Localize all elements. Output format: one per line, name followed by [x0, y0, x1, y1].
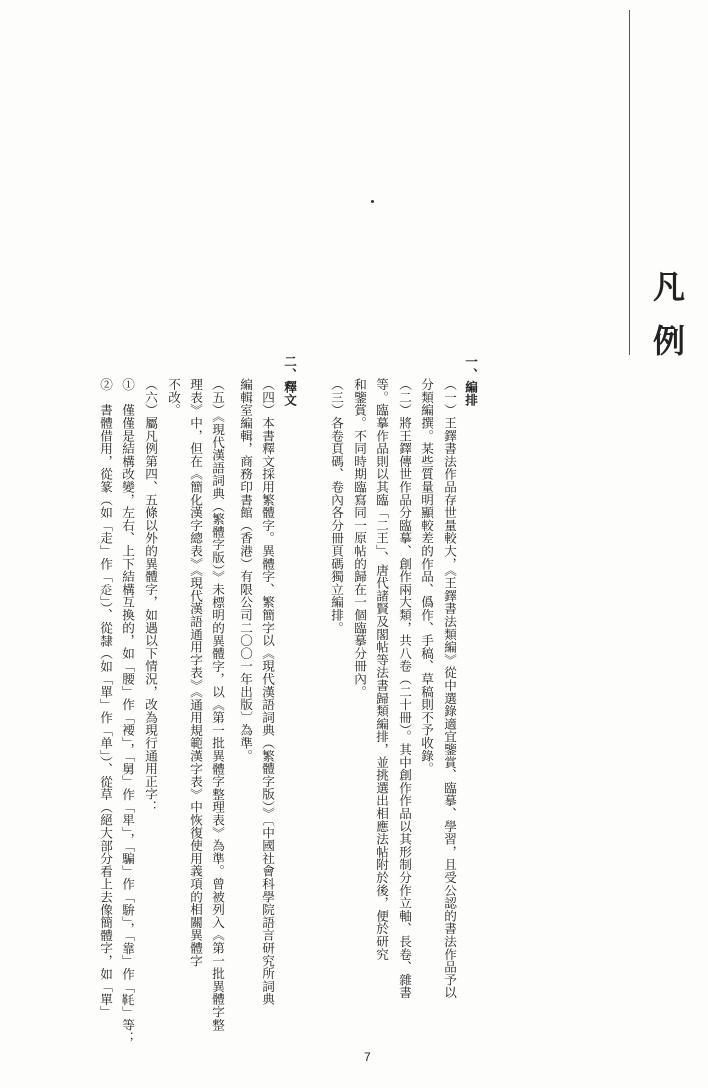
text-column: 不改。 [166, 378, 181, 417]
section-heading-2: 二、釋文 [282, 355, 297, 407]
text-column: （四）本書釋文採用繁體字。異體字、繁簡字以《現代漢語詞典（繁體字版）》〔中國社會科學院語言研究所詞典 [260, 378, 275, 1006]
text-column: ① 僅僅是結構改變，左右、上下結構互換的，如「腰」作「䙅」，「舅」作「㽚」，「騙」作「䮁」，「靠」作「𩉪」等； [120, 378, 135, 1045]
text-column: （三）各卷頁碼、卷內各分冊頁碼獨立編排。 [329, 378, 344, 634]
text-column: （六）屬凡例第四、五條以外的異體字，如遇以下情況，改為現行通用正字： [143, 378, 158, 814]
text-column: ② 書體借用，從篆（如「走」作「𧺆」）、從隸（如「單」作「单」）、從草（絕大部分看上去像簡體字，如「單」 [98, 378, 113, 1019]
text-column: 等。臨摹作品則以其臨「二王」、唐代諸賢及閣帖等法書歸類編排，並挑選出相應法帖附於後，便於研究 [374, 378, 389, 961]
page-title: 凡例 [648, 270, 686, 378]
text-column: 理表》中，但在《簡化漢字總表》《現代漢語通用字表》《通用規範漢字表》中恢復使用義項的相關異體字 [188, 378, 203, 967]
text-column: 和鑒賞。不同時期臨寫同一原帖的歸在一個臨摹分冊內。 [352, 378, 367, 698]
text-column: 分類編撰。某些質量明顯較差的作品、僞作、手稿、草稿則不予收錄。 [419, 378, 434, 775]
text-column: 編輯室編輯，商務印書館（香港）有限公司二〇〇一年出版〕為準。 [238, 378, 253, 762]
scan-speck [371, 200, 374, 203]
divider-line [629, 10, 630, 355]
text-column: （二）將王鐸傳世作品分臨摹、創作兩大類，共八卷（二十冊）。其中創作作品以其形制分作立軸、長卷、雜書 [397, 378, 412, 999]
text-column: （五）《現代漢語詞典（繁體字版）》未標明的異體字，以《第一批異體字整理表》為準。曾被列入《第一批異體字整 [210, 378, 225, 1031]
text-column: （一）王鐸書法作品存世量較大，《王鐸書法類編》從中選錄適宜鑒賞、臨摹、學習，且受公認的書法作品予以 [442, 378, 457, 999]
page-number: 7 [364, 1050, 371, 1064]
section-heading-1: 一、編排 [463, 355, 478, 407]
